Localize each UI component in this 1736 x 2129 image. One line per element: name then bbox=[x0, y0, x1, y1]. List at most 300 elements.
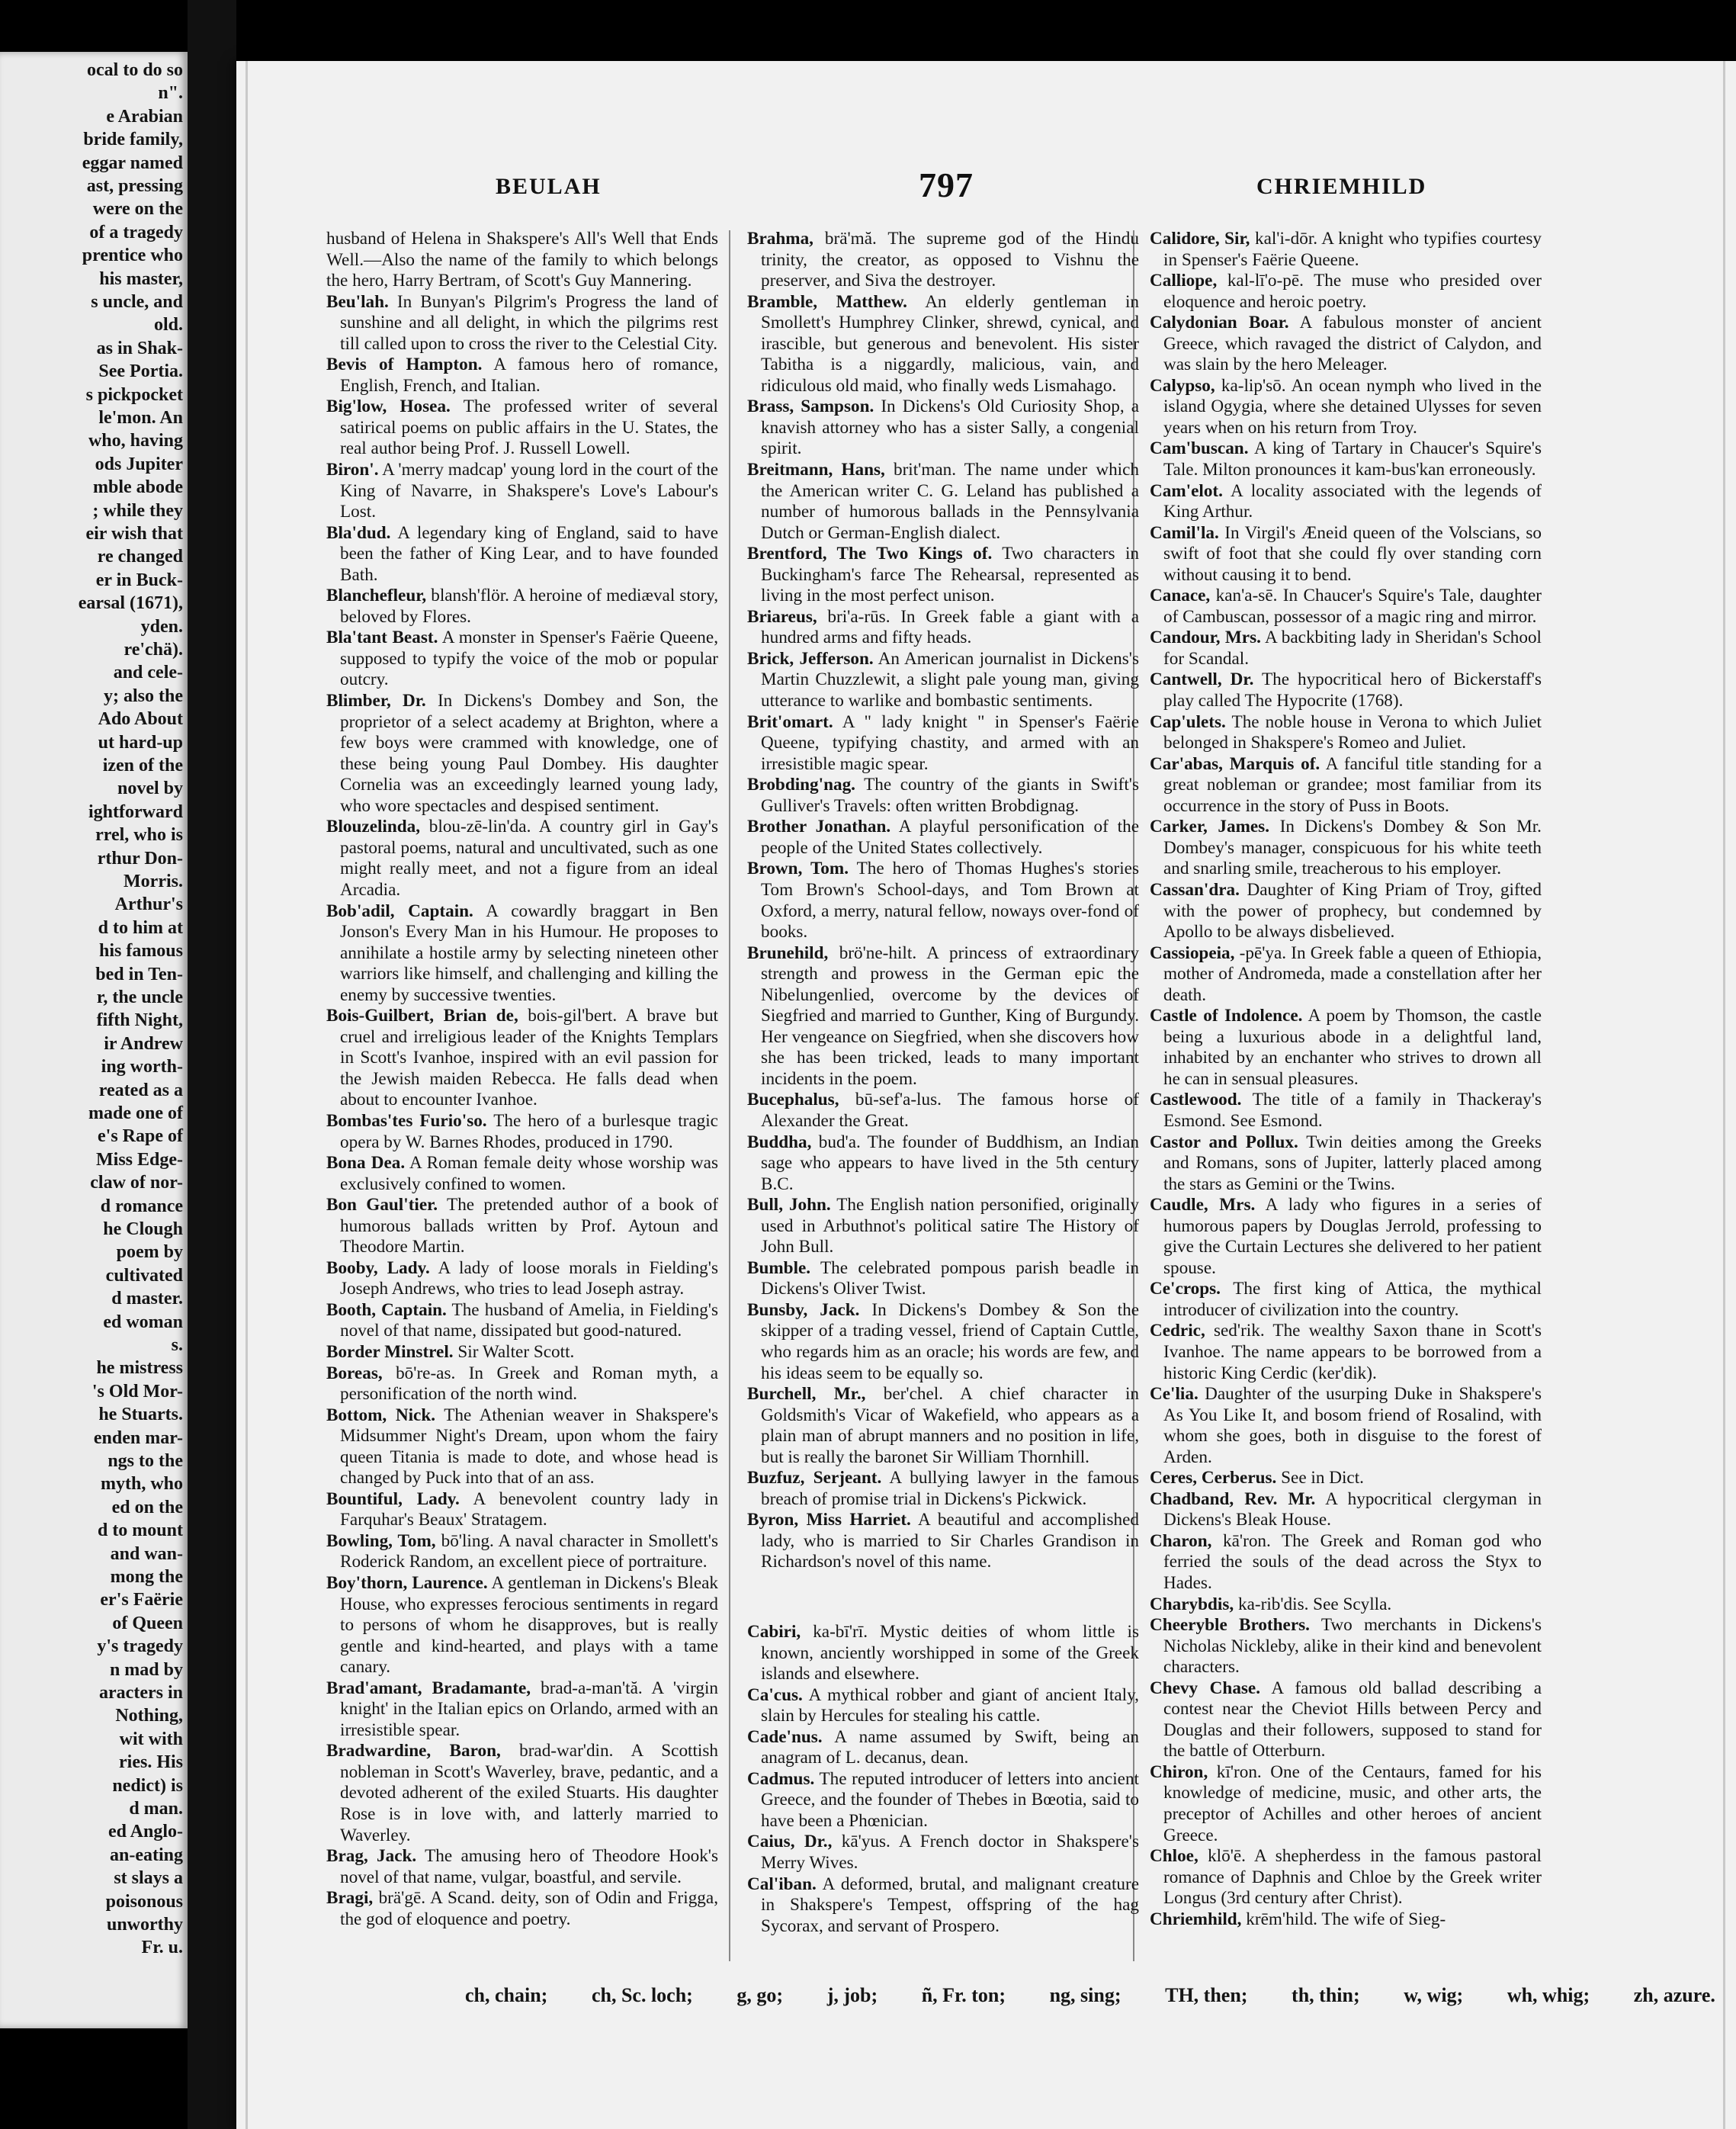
entry-headword: Brag, Jack. bbox=[326, 1846, 417, 1867]
entry-definition: A famous old ballad describing a contest near the Cheviot Hills between Percy and Douglas and their followers, supposed to stand for the battle of Otterburn. bbox=[1163, 1678, 1542, 1761]
dictionary-entry bbox=[1150, 1384, 1542, 1468]
entry-definition: A fabulous monster of ancient Greece, which ravaged the district of Calydon, and was slain by the hero Meleager. bbox=[1163, 313, 1542, 375]
entry-definition: brä'mă. The supreme god of the Hindu trinity, the creator, as opposed to Vishnu the preserver, and Siva the destroyer. bbox=[761, 229, 1139, 291]
previous-page-fragment: y's tragedy bbox=[97, 1636, 183, 1657]
previous-page-fragment: re changed bbox=[97, 547, 183, 567]
entry-definition: bō're-as. In Greek and Roman myth, a personification of the north wind. bbox=[340, 1363, 719, 1405]
entry-definition: The professed writer of several satirical poems on public affairs in the U. States, the real author being Prof. J. Russell Lowell. bbox=[340, 397, 718, 459]
previous-page-fragment: an-eating bbox=[110, 1845, 183, 1865]
previous-page-fragment: rthur Don- bbox=[97, 848, 183, 869]
dictionary-entry bbox=[747, 292, 1139, 397]
dictionary-entry bbox=[326, 817, 718, 901]
previous-page-fragment: er in Buck- bbox=[95, 570, 183, 590]
previous-page-fragment: r, the uncle bbox=[96, 987, 183, 1007]
entry-definition: The English nation personified, originally used in Arbuthnot's political satire The History of John Bull. bbox=[761, 1195, 1139, 1257]
dictionary-entry bbox=[1150, 1531, 1542, 1594]
dictionary-entry bbox=[747, 1622, 1139, 1685]
dictionary-entry bbox=[747, 775, 1139, 817]
previous-page-fragment: ut hard-up bbox=[98, 732, 183, 753]
entry-headword: Cam'elot. bbox=[1150, 480, 1223, 501]
entry-definition: The noble house in Verona to which Juliet belonged in Shakspere's Romeo and Juliet. bbox=[1163, 711, 1542, 753]
entry-definition: Twin deities among the Greeks and Romans, sons of Jupiter, latterly placed among the stars as Gemini or the Twins. bbox=[1163, 1132, 1542, 1194]
pronunciation-key-item: th, thin; bbox=[1292, 1984, 1360, 2006]
entry-definition: A mythical robber and giant of ancient Italy, slain by Hercules for stealing his cattle. bbox=[761, 1684, 1139, 1726]
dictionary-entry bbox=[747, 460, 1139, 544]
pronunciation-key-item: ch, chain; bbox=[465, 1984, 548, 2006]
dictionary-entry bbox=[1150, 1132, 1542, 1196]
entry-definition: In Virgil's Æneid queen of the Volscians, so swift of foot that she could fly over standing corn without causing it to bend. bbox=[1163, 522, 1542, 585]
entry-headword: Charon, bbox=[1150, 1530, 1212, 1551]
dictionary-entry bbox=[747, 649, 1139, 712]
dictionary-entry bbox=[1150, 712, 1542, 754]
entry-definition: -pē'ya. In Greek fable a queen of Ethiopia, mother of Andromeda, made a constellation after her death. bbox=[1163, 942, 1542, 1005]
previous-page-fragment: ightforward bbox=[88, 801, 183, 822]
entry-definition: A benevolent country lady in Farquhar's Beaux' Stratagem. bbox=[340, 1488, 718, 1530]
dictionary-entry bbox=[747, 817, 1139, 859]
entry-definition: brad-a-man'tă. A 'virgin knight' in the Italian epics on Orlando, armed with an irresistible spear. bbox=[340, 1678, 719, 1740]
entry-definition: In Dickens's Dombey & Son the skipper of a trading vessel, friend of Captain Cuttle, who regards him as an oracle; his words are few, and his ideas seem to be equally so. bbox=[761, 1299, 1139, 1383]
dictionary-entry bbox=[747, 859, 1139, 942]
entry-definition: An elderly gentleman in Smollett's Humphrey Clinker, shrewd, cynical, and irascible, but generous and benevolent. His sister Tabitha is a niggardly, malicious, vain, and ridiculous old maid, who finally weds Lismahago. bbox=[761, 291, 1139, 396]
dictionary-entry bbox=[326, 397, 718, 460]
previous-page-fragment: of a tragedy bbox=[89, 222, 183, 242]
entry-headword: Chadband, Rev. Mr. bbox=[1150, 1488, 1316, 1509]
entry-headword: Blouzelinda, bbox=[326, 817, 421, 837]
entry-headword: Bevis of Hampton. bbox=[326, 355, 483, 375]
entry-definition: bois-gil'bert. A brave but cruel and irreligious leader of the Knights Templars in Scott's Ivanhoe, inspired with an evil passion for the Jewish maiden Rebecca. He falls dead when about to encounter Ivanhoe. bbox=[340, 1006, 718, 1110]
entry-headword: Chevy Chase. bbox=[1150, 1678, 1261, 1698]
previous-page-fragment: he Clough bbox=[103, 1219, 183, 1239]
entry-definition: blansh'flör. A heroine of mediæval story, beloved by Flores. bbox=[340, 586, 718, 627]
entry-headword: Bragi, bbox=[326, 1888, 374, 1909]
dictionary-entry bbox=[747, 1685, 1139, 1727]
dictionary-entry bbox=[326, 1258, 718, 1300]
entry-definition: A king of Tartary in Chaucer's Squire's Tale. Milton pronounces it kam-bus'kan erroneously. bbox=[1163, 438, 1542, 480]
previous-page-fragment: ir Andrew bbox=[104, 1033, 183, 1054]
previous-page-fragment: e Arabian bbox=[106, 106, 183, 127]
entry-headword: Bon Gaul'tier. bbox=[326, 1195, 438, 1215]
entry-headword: Camil'la. bbox=[1150, 522, 1219, 543]
pronunciation-key-item: wh, whig; bbox=[1507, 1984, 1590, 2006]
pronunciation-key-item: TH, then; bbox=[1165, 1984, 1248, 2006]
previous-page-fragment: ed Anglo- bbox=[107, 1822, 183, 1842]
entry-definition: kā'yus. A French doctor in Shakspere's Merry Wives. bbox=[761, 1832, 1140, 1874]
dictionary-entry bbox=[326, 523, 718, 586]
entry-headword: Blanchefleur, bbox=[326, 586, 427, 606]
entry-headword: Bona Dea. bbox=[326, 1153, 406, 1174]
entry-headword: Cassan'dra. bbox=[1150, 879, 1240, 900]
entry-definition: Two merchants in Dickens's Nicholas Nickleby, alike in their kind and benevolent characters. bbox=[1163, 1615, 1542, 1678]
previous-page-fragment: poisonous bbox=[105, 1891, 183, 1912]
entry-headword: Bowling, Tom, bbox=[326, 1530, 436, 1551]
previous-page-fragment: s uncle, and bbox=[91, 292, 183, 312]
entry-definition: In Dickens's Dombey & Son Mr. Dombey's manager, conspicuous for his white teeth and snarling smile, treacherous to his employer. bbox=[1163, 817, 1542, 879]
entry-definition: ka-rib'dis. See Scylla. bbox=[1237, 1594, 1392, 1614]
entry-definition: blou-zē-lin'da. A country girl in Gay's pastoral poems, natural and uncultivated, such as one might really meet, and not a figure from an ideal Arcadia. bbox=[340, 817, 718, 900]
entry-headword: Ca'cus. bbox=[747, 1684, 803, 1705]
entry-headword: Calliope, bbox=[1150, 271, 1218, 291]
entry-headword: Breitmann, Hans, bbox=[747, 460, 885, 480]
entry-definition: The Athenian weaver in Shakspere's Midsummer Night's Dream, upon whom the fairy queen Titania is made to dote, and whose head is changed by Puck into that of an ass. bbox=[340, 1405, 718, 1488]
entry-headword: Booth, Captain. bbox=[326, 1299, 447, 1320]
entry-definition: A Roman female deity whose worship was exclusively confined to women. bbox=[340, 1153, 718, 1194]
previous-page-fragment: aracters in bbox=[99, 1683, 183, 1703]
entry-headword: Cantwell, Dr. bbox=[1150, 670, 1254, 690]
previous-page-fragment: Morris. bbox=[124, 872, 183, 891]
previous-page-fragment: bride family, bbox=[83, 130, 183, 150]
dictionary-entry bbox=[326, 1006, 718, 1111]
previous-page-fragment: nedict) is bbox=[112, 1775, 183, 1796]
previous-page-fragment: Ado About bbox=[98, 709, 183, 730]
entry-definition: bō'ling. A naval character in Smollett's Roderick Random, an excellent piece of portraiture. bbox=[340, 1530, 718, 1572]
previous-page-fragment: made one of bbox=[88, 1103, 183, 1123]
entry-headword: Ce'crops. bbox=[1150, 1279, 1221, 1299]
dictionary-entry bbox=[326, 1153, 718, 1195]
entry-definition: ber'chel. A chief character in Goldsmith's Vicar of Wakefield, who appears as a plain man of abrupt manners and no position in life, but is really the baronet Sir William Thornhill. bbox=[761, 1384, 1139, 1467]
previous-page-fragment: he Stuarts. bbox=[98, 1405, 183, 1425]
pronunciation-key-item: g, go; bbox=[736, 1984, 784, 2006]
dictionary-entry bbox=[326, 355, 718, 397]
book-gutter bbox=[188, 0, 236, 2129]
dictionary-entry bbox=[747, 1384, 1139, 1468]
entry-definition: Two characters in Buckingham's farce The Rehearsal, represented as living in the most perfect unison. bbox=[761, 544, 1139, 606]
entry-definition: husband of Helena in Shakspere's All's Well that Ends Well.—Also the name of the family to which belongs the hero, Harry Bertram, of Scott's Guy Mannering. bbox=[326, 229, 718, 291]
entry-headword: Ceres, Cerberus. bbox=[1150, 1468, 1277, 1488]
previous-page-fragment: and wan- bbox=[110, 1543, 183, 1564]
previous-page-fragment: yden. bbox=[140, 616, 183, 637]
entry-headword: Candour, Mrs. bbox=[1150, 628, 1261, 648]
entry-headword: Castle of Indolence. bbox=[1150, 1006, 1303, 1026]
dictionary-entry bbox=[1150, 1090, 1542, 1132]
entry-headword: Bramble, Matthew. bbox=[747, 291, 907, 312]
previous-page-fragment: ods Jupiter bbox=[95, 454, 183, 474]
previous-page-fragment: d master. bbox=[111, 1289, 183, 1309]
pronunciation-key-item: j, job; bbox=[826, 1984, 878, 2006]
dictionary-page bbox=[236, 61, 1736, 2129]
entry-headword: Ce'lia. bbox=[1150, 1384, 1199, 1405]
entry-headword: Carker, James. bbox=[1150, 817, 1269, 837]
entry-definition: The hypocritical hero of Bickerstaff's play called The Hypocrite (1768). bbox=[1163, 670, 1542, 711]
previous-page-fragment: bed in Ten- bbox=[95, 964, 183, 984]
page-edge-left bbox=[245, 61, 248, 2129]
column-rule-left bbox=[729, 230, 730, 1961]
entry-headword: Caius, Dr., bbox=[747, 1832, 833, 1852]
entry-definition: brö'ne-hilt. A princess of extraordinary strength and prowess in the German epic the Nibelungenlied, overcome by the devices of Siegfried and married to Gunther, King of Burgundy. Her vengeance on Siegfried, when she discovers how she has been tricked, leads to many important incidents in the poem. bbox=[761, 942, 1139, 1089]
entry-headword: Burchell, Mr., bbox=[747, 1384, 866, 1405]
entry-headword: Bottom, Nick. bbox=[326, 1405, 436, 1425]
entry-headword: Brother Jonathan. bbox=[747, 817, 891, 837]
pronunciation-key-item: w, wig; bbox=[1404, 1984, 1464, 2006]
pronunciation-key-item: zh, azure. bbox=[1633, 1984, 1715, 2006]
previous-page-fragment: Miss Edge- bbox=[96, 1149, 183, 1170]
dictionary-entry bbox=[747, 712, 1139, 775]
dictionary-entry bbox=[1150, 271, 1542, 313]
entry-definition: The hero of a burlesque tragic opera by W. Barnes Rhodes, produced in 1790. bbox=[340, 1110, 718, 1152]
dictionary-entry bbox=[1150, 229, 1542, 271]
entry-headword: Byron, Miss Harriet. bbox=[747, 1510, 911, 1530]
entry-definition: A backbiting lady in Sheridan's School for Scandal. bbox=[1163, 628, 1542, 669]
entry-definition: The hero of Thomas Hughes's stories Tom Brown's School-days, and Tom Brown at Oxford, a merry, natural fellow, noways over-fond of books. bbox=[761, 859, 1139, 942]
dictionary-entry bbox=[1150, 586, 1542, 628]
column-3 bbox=[1150, 229, 1542, 1930]
entry-definition: brit'man. The name under which the American writer C. G. Leland has published a number of humorous ballads in the Pennsylvania Dutch or German-English dialect. bbox=[761, 460, 1140, 543]
dictionary-entry bbox=[326, 1741, 718, 1846]
entry-headword: Caudle, Mrs. bbox=[1150, 1195, 1256, 1215]
previous-page-fragment: d to him at bbox=[98, 917, 183, 938]
entry-headword: Boreas, bbox=[326, 1363, 383, 1383]
entry-headword: Border Minstrel. bbox=[326, 1341, 454, 1362]
dictionary-entry bbox=[1150, 880, 1542, 943]
dictionary-entry bbox=[747, 1468, 1139, 1510]
entry-definition: kan'a-sē. In Chaucer's Squire's Tale, daughter of Cambuscan, possessor of a magic ring and mirror. bbox=[1163, 586, 1542, 627]
dictionary-entry bbox=[326, 1363, 718, 1405]
entry-headword: Brass, Sampson. bbox=[747, 397, 874, 417]
previous-page-fragment: izen of the bbox=[102, 756, 183, 775]
dictionary-entry bbox=[747, 1727, 1139, 1769]
dictionary-entry bbox=[326, 1888, 718, 1930]
dictionary-entry bbox=[326, 586, 718, 628]
entry-definition: The country of the giants in Swift's Gulliver's Travels: often written Brobdignag. bbox=[761, 775, 1139, 816]
previous-page-fragment: prentice who bbox=[82, 246, 183, 266]
entry-definition: A fanciful title standing for a great nobleman or grandee; most familiar from its occurrence in the story of Puss in Boots. bbox=[1163, 753, 1542, 816]
entry-definition: A hypocritical clergyman in Dickens's Bleak House. bbox=[1163, 1488, 1542, 1530]
dictionary-entry bbox=[326, 1531, 718, 1573]
dictionary-entry bbox=[747, 1258, 1139, 1300]
previous-page-fragment: his master, bbox=[99, 268, 183, 289]
previous-page-fragment: enden mar- bbox=[93, 1427, 183, 1448]
entry-definition: ka-lip'sō. An ocean nymph who lived in the island Ogygia, where she detained Ulysses for seven years when on his return from Troy. bbox=[1163, 375, 1542, 438]
dictionary-entry bbox=[326, 1405, 718, 1489]
dictionary-entry bbox=[326, 460, 718, 523]
previous-page-fragment: See Portia. bbox=[98, 361, 183, 382]
entry-headword: Brown, Tom. bbox=[747, 859, 849, 879]
entry-definition: A beautiful and accomplished lady, who is married to Sir Charles Grandison in Richardson's novel of this name. bbox=[761, 1510, 1140, 1572]
page-edge-right bbox=[1723, 61, 1725, 2129]
entry-headword: Brick, Jefferson. bbox=[747, 648, 874, 669]
previous-page-fragment: s pickpocket bbox=[85, 384, 183, 405]
entry-headword: Brunehild, bbox=[747, 942, 829, 963]
dictionary-entry bbox=[326, 1573, 718, 1678]
previous-page-fragment: d man. bbox=[129, 1799, 183, 1819]
entry-definition: A 'merry madcap' young lord in the court of the King of Navarre, in Shakspere's Love's Labour's Lost. bbox=[340, 460, 718, 522]
entry-definition: brad-war'din. A Scottish nobleman in Scott's Waverley, brave, pedantic, and a devoted adherent of the exiled Stuarts. His daughter Rose is in love with, and latterly married to Waverley. bbox=[340, 1741, 718, 1845]
column-2-c-entries bbox=[747, 1622, 1139, 1937]
dictionary-entry bbox=[326, 229, 718, 292]
dictionary-entry bbox=[747, 1874, 1139, 1938]
previous-page-fragment: ngs to the bbox=[107, 1451, 183, 1471]
previous-page-fragment: e's Rape of bbox=[98, 1126, 183, 1147]
running-head-right: CHRIEMHILD bbox=[1256, 174, 1427, 199]
dictionary-entry bbox=[1150, 628, 1542, 670]
dictionary-entry bbox=[1150, 1615, 1542, 1678]
entry-definition: Sir Walter Scott. bbox=[457, 1341, 575, 1362]
dictionary-entry bbox=[747, 943, 1139, 1090]
dictionary-entry bbox=[1150, 1489, 1542, 1531]
entry-headword: Bucephalus, bbox=[747, 1090, 839, 1110]
entry-headword: Calypso, bbox=[1150, 375, 1215, 396]
entry-headword: Boy'thorn, Laurence. bbox=[326, 1573, 488, 1593]
previous-page-fragment: his famous bbox=[98, 941, 183, 962]
previous-page-fragment: poem by bbox=[116, 1242, 183, 1263]
previous-page-fragment: eggar named bbox=[82, 153, 183, 173]
entry-headword: Castor and Pollux. bbox=[1150, 1132, 1298, 1152]
dictionary-entry bbox=[326, 1195, 718, 1258]
pronunciation-key-item: ñ, Fr. ton; bbox=[921, 1984, 1006, 2006]
dictionary-entry bbox=[326, 1300, 718, 1342]
page-number: 797 bbox=[919, 165, 974, 204]
entry-headword: Cassiopeia, bbox=[1150, 942, 1235, 963]
dictionary-entry bbox=[1150, 670, 1542, 711]
dictionary-entry bbox=[1150, 1762, 1542, 1846]
previous-page-fragment: eir wish that bbox=[85, 524, 183, 544]
column-2-b-entries bbox=[747, 229, 1139, 1573]
dictionary-entry bbox=[326, 1846, 718, 1888]
dictionary-entry bbox=[326, 628, 718, 691]
entry-definition: In Dickens's Old Curiosity Shop, a knavish attorney who has a sister Sally, a congenial spirit. bbox=[761, 397, 1139, 459]
previous-page-fragment: n mad by bbox=[109, 1659, 183, 1680]
previous-page-fragment: unworthy bbox=[106, 1915, 183, 1935]
previous-page-fragment: y; also the bbox=[104, 686, 183, 706]
previous-page-fragment: Arthur's bbox=[114, 894, 183, 915]
dictionary-entry bbox=[1150, 1594, 1542, 1616]
previous-page-fragment: s. bbox=[171, 1335, 183, 1355]
entry-headword: Bountiful, Lady. bbox=[326, 1488, 460, 1509]
entry-definition: kal'i-dōr. A knight who typifies courtesy in Spenser's Faërie Queene. bbox=[1163, 229, 1542, 270]
previous-page-fragment: were on the bbox=[92, 199, 183, 220]
dictionary-entry bbox=[1150, 313, 1542, 376]
entry-headword: Cheeryble Brothers. bbox=[1150, 1615, 1310, 1636]
previous-page-fragment: ing worth- bbox=[101, 1057, 183, 1077]
entry-headword: Brit'omart. bbox=[747, 711, 833, 732]
previous-page-fragment: ed woman bbox=[103, 1312, 183, 1332]
entry-headword: Bois-Guilbert, Brian de, bbox=[326, 1006, 518, 1026]
dictionary-entry bbox=[1150, 438, 1542, 480]
dictionary-entry bbox=[1150, 817, 1542, 880]
previous-page-fragment: ed on the bbox=[111, 1497, 183, 1517]
entry-definition: A locality associated with the legends of King Arthur. bbox=[1163, 480, 1542, 522]
entry-definition: The husband of Amelia, in Fielding's novel of that name, dissipated but good-natured. bbox=[340, 1299, 718, 1341]
previous-page-fragment: Fr. u. bbox=[141, 1938, 183, 1958]
running-head-left: BEULAH bbox=[496, 174, 602, 199]
dictionary-entry bbox=[747, 544, 1139, 607]
entry-definition: The amusing hero of Theodore Hook's novel of that name, vulgar, boastful, and servile. bbox=[340, 1846, 718, 1887]
entry-headword: Cap'ulets. bbox=[1150, 711, 1226, 732]
dictionary-entry bbox=[1150, 523, 1542, 586]
previous-page-fragment: novel by bbox=[117, 779, 183, 799]
previous-page-fragment: as in Shak- bbox=[96, 338, 183, 358]
entry-headword: Bumble. bbox=[747, 1257, 811, 1278]
entry-definition: A lady of loose morals in Fielding's Joseph Andrews, who tries to lead Joseph astray. bbox=[340, 1257, 718, 1299]
entry-definition: In Bunyan's Pilgrim's Progress the land of sunshine and all delight, in which the pilgrims rest till called upon to cross the river to the Celestial City. bbox=[340, 291, 718, 354]
previous-page-fragment: and cele- bbox=[113, 663, 183, 683]
entry-definition: kal-lī'o-pē. The muse who presided over eloquence and heroic poetry. bbox=[1163, 271, 1542, 312]
dictionary-entry bbox=[1150, 1006, 1542, 1090]
column-1 bbox=[326, 229, 718, 1930]
entry-headword: Buzfuz, Serjeant. bbox=[747, 1468, 882, 1488]
dictionary-entry bbox=[747, 397, 1139, 460]
dictionary-entry bbox=[1150, 943, 1542, 1007]
pronunciation-key bbox=[465, 1984, 1715, 2007]
previous-page-fragment: myth, who bbox=[100, 1474, 183, 1495]
entry-headword: Brobding'nag. bbox=[747, 775, 855, 795]
previous-page-fragment: mong the bbox=[110, 1567, 183, 1587]
entry-headword: Beu'lah. bbox=[326, 291, 389, 312]
entry-definition: bud'a. The founder of Buddhism, an Indian sage who appears to have lived in the 5th century B.C. bbox=[761, 1132, 1139, 1194]
dictionary-entry bbox=[326, 1678, 718, 1742]
entry-definition: A lady who figures in a series of humorous papers by Douglas Jerrold, professing to give the Curtain Lectures she delivered to her patient spouse. bbox=[1163, 1195, 1542, 1278]
pronunciation-key-item: ng, sing; bbox=[1049, 1984, 1122, 2006]
entry-headword: Bradwardine, Baron, bbox=[326, 1741, 501, 1761]
dictionary-entry bbox=[1150, 1909, 1542, 1931]
previous-page-fragment: n". bbox=[158, 83, 183, 104]
previous-page-fragment: le'mon. An bbox=[98, 408, 183, 428]
entry-headword: Chriemhild, bbox=[1150, 1909, 1242, 1929]
entry-definition: A deformed, brutal, and malignant creature in Shakspere's Tempest, offspring of the hag Sycorax, and servant of Prospero. bbox=[761, 1874, 1139, 1936]
dictionary-entry bbox=[747, 1090, 1139, 1132]
entry-headword: Briareus, bbox=[747, 606, 817, 627]
previous-page-fragment: ocal to do so bbox=[87, 60, 183, 80]
entry-headword: Cal'iban. bbox=[747, 1874, 817, 1894]
entry-definition: Daughter of King Priam of Troy, gifted with the power of prophecy, but condemned by Apollo to be always disbelieved. bbox=[1163, 879, 1542, 942]
entry-definition: kī'ron. One of the Centaurs, famed for his knowledge of medicine, music, and other arts, the preceptor of Achilles and other heroes of ancient Greece. bbox=[1163, 1761, 1542, 1845]
dictionary-entry bbox=[747, 607, 1139, 649]
entry-definition: krēm'hild. The wife of Sieg- bbox=[1246, 1909, 1446, 1929]
dictionary-entry bbox=[1150, 754, 1542, 817]
entry-definition: A cowardly braggart in Ben Jonson's Every Man in his Humour. He proposes to annihilate a hostile army by selecting nineteen other warriors like himself, and challenging and killing the enemy by successive twenties. bbox=[340, 901, 718, 1005]
dictionary-entry bbox=[326, 1111, 718, 1153]
entry-headword: Cam'buscan. bbox=[1150, 438, 1249, 459]
dictionary-entry bbox=[1150, 1195, 1542, 1279]
dictionary-entry bbox=[1150, 1468, 1542, 1489]
entry-headword: Blimber, Dr. bbox=[326, 691, 426, 711]
previous-page-fragment: claw of nor- bbox=[90, 1173, 183, 1193]
entry-definition: A monster in Spenser's Faërie Queene, supposed to typify the voice of the mob or popular outcry. bbox=[340, 628, 718, 690]
entry-headword: Charybdis, bbox=[1150, 1594, 1234, 1614]
entry-definition: The title of a family in Thackeray's Esmond. See Esmond. bbox=[1163, 1090, 1542, 1131]
previous-page-fragment: cultivated bbox=[105, 1265, 183, 1286]
dictionary-entry bbox=[747, 1300, 1139, 1384]
entry-definition: See in Dict. bbox=[1281, 1468, 1364, 1488]
dictionary-entry bbox=[326, 1342, 718, 1363]
entry-headword: Chloe, bbox=[1150, 1846, 1199, 1867]
entry-headword: Brahma, bbox=[747, 229, 813, 249]
dictionary-entry bbox=[1150, 1279, 1542, 1321]
dictionary-entry bbox=[326, 1489, 718, 1531]
dictionary-entry bbox=[747, 1769, 1139, 1832]
letter-section-gap bbox=[747, 1573, 1139, 1622]
previous-page-fragment: rrel, who is bbox=[95, 825, 183, 846]
previous-page-fragment: old. bbox=[153, 315, 183, 336]
entry-headword: Cadmus. bbox=[747, 1768, 815, 1789]
dictionary-entry bbox=[747, 1195, 1139, 1258]
previous-page-fragment: mble abode bbox=[92, 477, 183, 498]
previous-page-fragment: Nothing, bbox=[115, 1706, 183, 1726]
dictionary-entry bbox=[326, 901, 718, 1007]
entry-definition: A famous hero of romance, English, French, and Italian. bbox=[340, 355, 718, 396]
entry-definition: bū-sef'a-lus. The famous horse of Alexander the Great. bbox=[761, 1090, 1139, 1131]
entry-headword: Canace, bbox=[1150, 586, 1211, 606]
entry-headword: Bob'adil, Captain. bbox=[326, 901, 473, 921]
previous-page-fragment: reated as a bbox=[98, 1080, 183, 1100]
entry-definition: In Dickens's Dombey and Son, the proprietor of a select academy at Brighton, where a few boys were crammed with knowledge, one of these being young Paul Dombey. His daughter Cornelia was an exceedingly learned young lady, who wore spectacles and despised sentiment. bbox=[340, 691, 718, 816]
previous-page-fragment: he mistress bbox=[96, 1358, 183, 1379]
entry-definition: The celebrated pompous parish beadle in Dickens's Oliver Twist. bbox=[761, 1257, 1139, 1299]
previous-page-fragment: ; while they bbox=[92, 500, 183, 521]
entry-definition: A gentleman in Dickens's Bleak House, who expresses ferocious sentiments in regard to persons of whom he disapproves, but is really gentle and kind-hearted, and plays with a tame canary. bbox=[340, 1573, 718, 1678]
entry-definition: brä'gē. A Scand. deity, son of Odin and Frigga, the god of eloquence and poetry. bbox=[340, 1888, 718, 1929]
entry-definition: The reputed introducer of letters into ancient Greece, and the founder of Thebes in Bœotia, said to have been a Phœnician. bbox=[761, 1768, 1139, 1831]
dictionary-entry bbox=[1150, 1321, 1542, 1384]
